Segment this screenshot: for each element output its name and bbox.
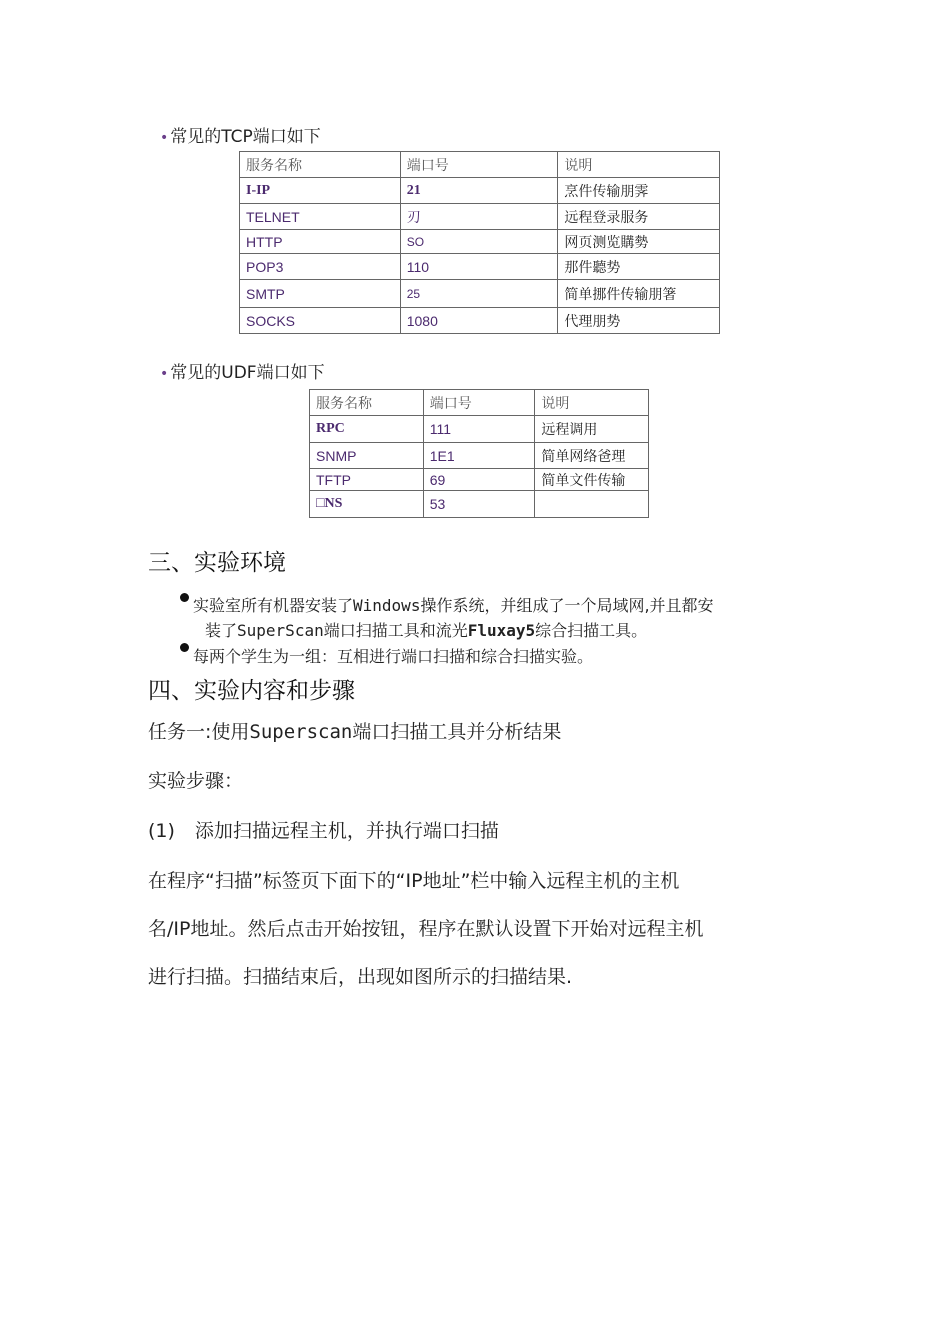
service-name: HTTP — [240, 230, 401, 254]
port-number: 25 — [400, 280, 558, 308]
step-number: (1) — [148, 820, 175, 842]
header-port: 端口号 — [423, 390, 535, 416]
bullet-icon: • — [160, 366, 169, 382]
env-text: 装了 — [205, 621, 238, 640]
header-service: 服务名称 — [240, 152, 401, 178]
tcp-ports-table — [239, 151, 720, 334]
table-row — [240, 254, 720, 280]
header-port: 端口号 — [400, 152, 558, 178]
service-name: RPC — [310, 416, 424, 443]
table-row — [240, 178, 720, 204]
service-desc: 那件聽势 — [558, 254, 720, 280]
header-desc: 说明 — [558, 152, 720, 178]
env-item-2: 每两个学生为一组：互相进行端口扫描和综合扫描实验。 — [193, 647, 594, 666]
table-row — [240, 230, 720, 254]
task-one — [148, 717, 561, 744]
tcp-heading — [160, 122, 321, 147]
step-text: 添加扫描远程主机，并执行端口扫描 — [194, 820, 499, 842]
env-text: 综合扫描工具。 — [535, 621, 648, 640]
service-name: TFTP — [310, 469, 424, 491]
env-term: Windows — [353, 596, 421, 615]
tcp-heading-text: 常见的TCP端口如下 — [170, 127, 321, 147]
step-1 — [148, 816, 499, 843]
port-number: 21 — [400, 178, 558, 204]
table-row — [310, 469, 649, 491]
table-row — [240, 280, 720, 308]
service-name: POP3 — [240, 254, 401, 280]
udp-ports-table — [309, 389, 649, 518]
env-text: 实验室所有机器安装了 — [193, 596, 354, 615]
port-number: 1E1 — [423, 443, 535, 469]
bullet-icon — [180, 593, 189, 602]
table-row — [310, 443, 649, 469]
port-number: 刃 — [400, 204, 558, 230]
service-desc: 简单挪件传输朋箸 — [558, 280, 720, 308]
header-desc: 说明 — [535, 390, 649, 416]
body-line-3: 进行扫描。扫描结束后，出现如图所示的扫描结果. — [148, 966, 573, 988]
port-number: 53 — [423, 491, 535, 518]
port-number: 1080 — [400, 308, 558, 334]
section4-title: 四、实验内容和步骤 — [148, 678, 355, 704]
table-row — [240, 204, 720, 230]
env-item-1-cont — [205, 619, 805, 643]
bullet-icon — [180, 643, 189, 652]
service-desc: 网页测览購勢 — [558, 230, 720, 254]
bullet-icon: • — [160, 130, 169, 146]
port-number: SO — [400, 230, 558, 254]
table-header-row — [240, 152, 720, 178]
service-desc — [535, 491, 649, 518]
section3-title: 三、实验环境 — [148, 550, 286, 576]
body-line-1: 在程序“扫描”标签页下面下的“IP地址”栏中输入远程主机的主机 — [148, 870, 680, 892]
service-desc: 烹件传输朋霁 — [558, 178, 720, 204]
env-term: Fluxay5 — [467, 621, 536, 640]
task-text: 端口扫描工具并分析结果 — [352, 721, 562, 743]
udp-heading — [160, 358, 325, 383]
service-name: SNMP — [310, 443, 424, 469]
service-name: SOCKS — [240, 308, 401, 334]
service-desc: 简单文件传输 — [535, 469, 649, 491]
table-row — [310, 491, 649, 518]
service-name: I-IP — [240, 178, 401, 204]
port-number: 69 — [423, 469, 535, 491]
service-desc: 简单网络爸理 — [535, 443, 649, 469]
port-number: 111 — [423, 416, 535, 443]
env-text: 端口扫描工具和流光 — [323, 621, 468, 640]
env-item-1 — [193, 594, 813, 618]
table-header-row — [310, 390, 649, 416]
service-desc: 远程登录服务 — [558, 204, 720, 230]
table-row — [310, 416, 649, 443]
port-number: 110 — [400, 254, 558, 280]
table-row — [240, 308, 720, 334]
header-service: 服务名称 — [310, 390, 424, 416]
env-text: 操作系统，并组成了一个局域网,并且都安 — [420, 596, 714, 615]
service-desc: 远程调用 — [535, 416, 649, 443]
service-desc: 代理朋势 — [558, 308, 720, 334]
body-line-2: 名/IP地址。然后点击开始按钮，程序在默认设置下开始对远程主机 — [148, 918, 704, 940]
task-term: Superscan — [249, 721, 353, 743]
task-text: 任务一:使用 — [148, 721, 250, 743]
service-name: □NS — [310, 491, 424, 518]
service-name: SMTP — [240, 280, 401, 308]
steps-label: 实验步骤： — [148, 770, 244, 792]
service-name: TELNET — [240, 204, 401, 230]
udp-heading-text: 常见的UDF端口如下 — [170, 363, 325, 383]
env-term: SuperScan — [237, 621, 324, 640]
